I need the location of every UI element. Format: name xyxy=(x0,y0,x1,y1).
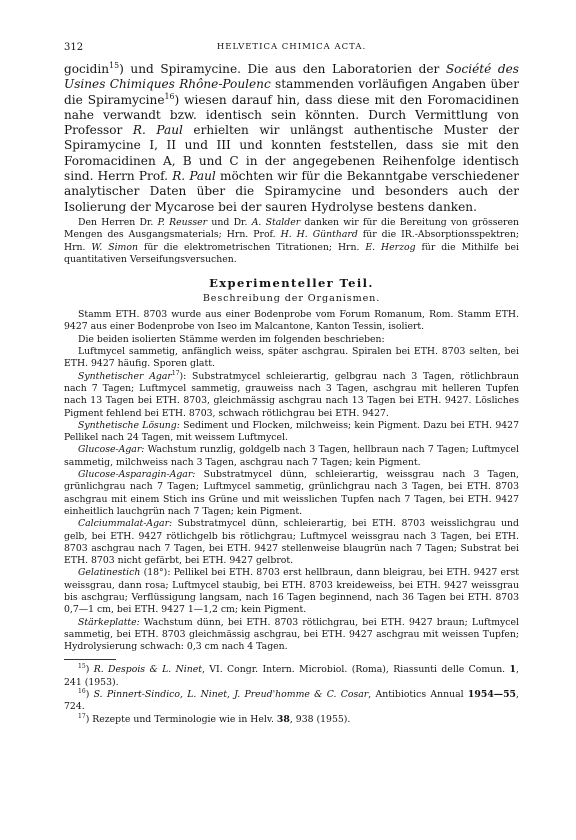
journal-title: HELVETICA CHIMICA ACTA. xyxy=(216,42,367,52)
footnote-ref-17: 17 xyxy=(171,369,180,377)
paragraph: Glucose-Asparagin-Agar: Substratmycel dünn, schleierartig, weissgrau nach 3 Tagen, grünlichgrau nach 7 Tagen; Luftmycel sammetig, grünlichgrau nach 3 Tagen, bei ETH. 8703 aschgrau mit einem Stich ins Grüne und mit weisslichen Tupfen nach 7 Tagen, bei ETH. 9427 einheitlich lauchgrün nach 7 Tagen; kein Pigment. xyxy=(64,469,519,517)
paragraph: Glucose-Agar: Wachstum runzlig, goldgelb nach 3 Tagen, hellbraun nach 7 Tagen; Luftmycel sammetig, milchweiss nach 3 Tagen, aschgrau nach 7 Tagen; kein Pigment. xyxy=(64,444,519,468)
paragraph: Calciummalat-Agar: Substratmycel dünn, schleierartig, bei ETH. 8703 weisslichgrau und gelb, bei ETH. 9427 rötlichgelb bis rötlichgrau; Luftmycel weissgrau nach 3 Tagen, bei ETH. 8703 aschgrau nach 7 Tagen, bei ETH. 9427 stellenweise blaugrün nach 7 Tagen; Substrat bei ETH. 8703 nicht gefärbt, bei ETH. 9427 gelbrot. xyxy=(64,518,519,567)
footnote-17: $^{17}$) Rezepte und Terminologie wie in Helv. 38, 938 (1955). xyxy=(78,712,351,725)
running-header xyxy=(64,42,519,58)
section-subtitle: Beschreibung der Organismen. xyxy=(202,293,381,305)
paragraph: Synthetische Lösung: Sediment und Flocken, milchweiss; kein Pigment. Dazu bei ETH. 9427 Pellikel nach 24 Tagen, mit weissem Luftmycel. xyxy=(64,419,519,444)
footnote-16: $^{16}$) S. Pinnert-Sindico, L. Ninet, J. Preud'homme & C. Cosar, Antibiotics Annual 1954—55, 724. xyxy=(64,687,519,713)
paragraph: Die beiden isolierten Stämme werden im folgenden beschrieben: xyxy=(78,333,385,345)
person-name: R. Paul xyxy=(132,123,183,138)
paragraph: Stamm ETH. 8703 wurde aus einer Bodenprobe vom Forum Romanum, Rom. Stamm ETH. 9427 aus einer Bodenprobe von Iseo im Malcantone, Kanton Tessin, isoliert. xyxy=(64,309,519,333)
footnote-divider xyxy=(64,659,116,660)
journal-page xyxy=(64,42,519,726)
intro-paragraph: gocidin$^{15}$) und Spiramycine. Die aus den Laboratorien der Société des Usines Chimiques Rhône-Poulenc stammenden vorläufigen Angaben über die Spiramycine$^{16}$) wiesen darauf hin, dass diese mit den Foromacidinen nahe verwandt bzw. identisch sein könnten. Durch Vermittlung von Professor R. Paul erhielten wir unlängst authentische Muster der Spiramycine I, II und III und konnten feststellen, dass sie mit den Foromacidinen A, B und C in der angegebenen Reihenfolge identisch sind. Herrn Prof. R. Paul möchten wir für die Bekanntgabe verschiedener analytischer Daten über die Spiramycine und besonders auch der Isolierung der Mycarose bei der sauren Hydrolyse bestens danken. xyxy=(64,60,519,214)
paragraph: Stärkeplatte: Wachstum dünn, bei ETH. 8703 rötlichgrau, bei ETH. 9427 braun; Luftmycel sammetig, bei ETH. 8703 gleichmässig aschgrau, bei ETH. 9427 aschgrau mit weissen Tupfen; Hydrolysierung schwach: 0,3 cm nach 4 Tagen. xyxy=(64,616,519,653)
footnote-ref-16: 16 xyxy=(164,91,175,101)
company-name: Société des Usines Chimiques Rhône-Poulenc xyxy=(64,62,519,92)
paragraph: Luftmycel sammetig, anfänglich weiss, später aschgrau. Spiralen bei ETH. 8703 selten, bei ETH. 9427 häufig. Sporen glatt. xyxy=(64,346,519,370)
footnote-ref-15: 15 xyxy=(109,60,120,70)
paragraph: Gelatinestich (18°): Pellikel bei ETH. 8703 erst hellbraun, dann bleigrau, bei ETH. 9427 erst weissgrau, dann rosa; Luftmycel staubig, bei ETH. 8703 kreideweiss, bei ETH. 9427 weissgrau bis aschgrau; Verflüssigung langsam, nach 16 Tagen beginnend, nach 36 Tagen bei ETH. 8703 0,7—1 cm, bei ETH. 9427 1—1,2 cm; kein Pigment. xyxy=(64,567,519,616)
footnote-15: $^{15}$) R. Despois & L. Ninet, VI. Congr. Intern. Microbiol. (Roma), Riassunti delle Comun. 1, 241 (1953). xyxy=(64,663,519,688)
experimental-text xyxy=(64,309,519,653)
footnotes xyxy=(64,664,519,725)
person-name: R. Paul xyxy=(172,169,216,184)
section-title: Experimenteller Teil. xyxy=(209,276,374,291)
paragraph: Synthetischer Agar$^{17}$): Substratmycel schleierartig, gelbgrau nach 3 Tagen, rötlichbraun nach 7 Tagen; Luftmycel sammetig, grauweiss nach 3 Tagen, aschgrau mit helleren Tupfen nach 13 Tagen bei ETH. 8703, gleichmässig aschgrau nach 13 Tagen bei ETH. 9427. Lösliches Pigment fehlend bei ETH. 8703, schwach rötlichgrau bei ETH. 9427. xyxy=(64,369,520,419)
acknowledgements: Den Herren Dr. P. Reusser und Dr. A. Stalder danken wir für die Bereitung von grösseren Mengen des Ausgangsmaterials; Hrn. Prof. H. H. Günthard für die IR.-Absorptionsspektren; Hrn. W. Simon für die elektrometrischen Titrationen; Hrn. E. Herzog für die Mithilfe bei quantitativen Verseifungsversuchen. xyxy=(64,216,520,265)
page-number: 312 xyxy=(64,42,84,53)
